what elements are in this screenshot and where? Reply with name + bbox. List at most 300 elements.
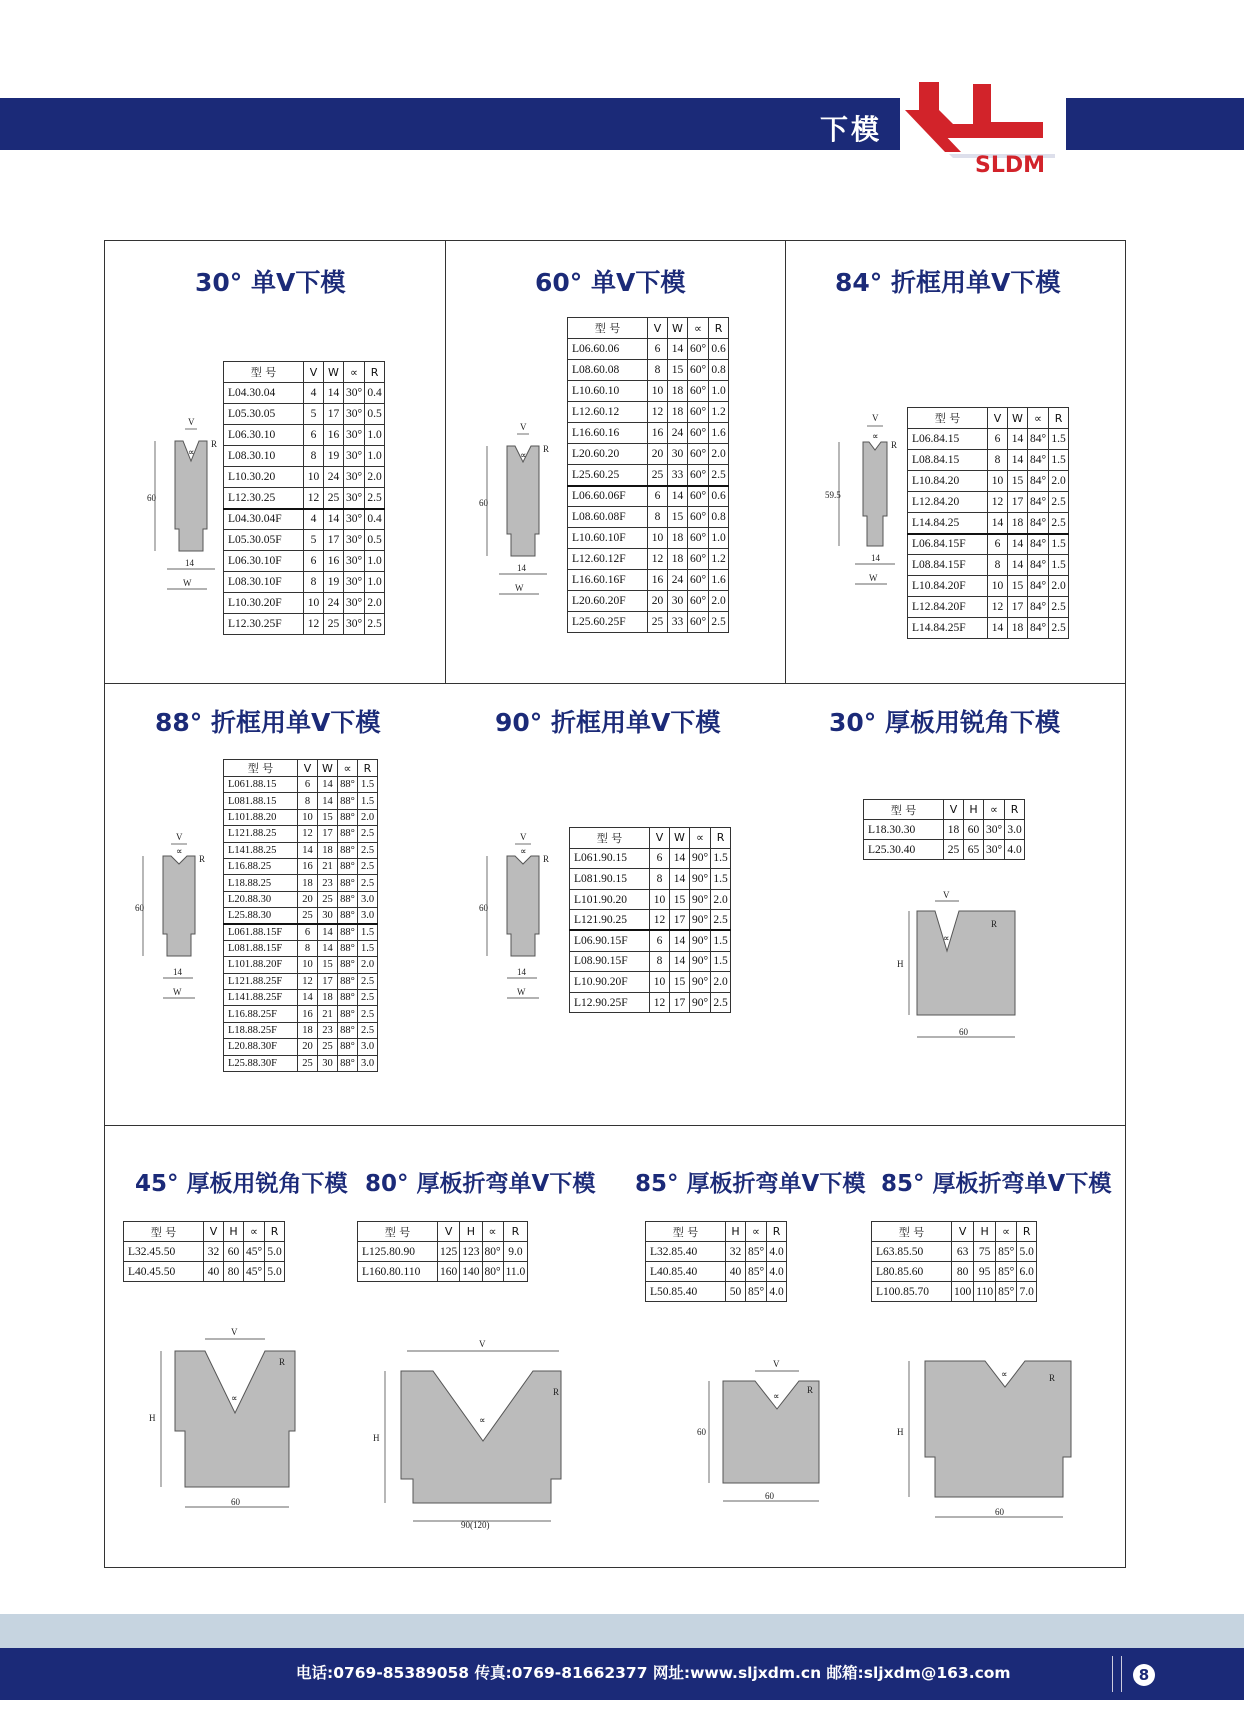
table-header-cell: V — [304, 362, 324, 383]
dim-width: W — [517, 987, 526, 997]
table-cell: L06.60.06 — [568, 339, 648, 360]
table-row — [872, 1282, 1037, 1302]
table-row — [358, 1242, 528, 1262]
dim-width: 90(120) — [461, 1520, 490, 1530]
table-cell: 5.0 — [265, 1242, 285, 1262]
table-cell: L25.88.30 — [224, 908, 298, 924]
table-cell: 2.5 — [358, 875, 378, 891]
spec-table-80-thick-bend — [357, 1221, 528, 1282]
table-cell: L20.60.20F — [568, 591, 648, 612]
table-header-cell: R — [1005, 800, 1025, 820]
table-cell: 30° — [344, 509, 365, 530]
table-row — [908, 450, 1069, 471]
table-header-cell: H — [974, 1222, 996, 1242]
table-cell: 88° — [338, 1055, 358, 1071]
dim-height: 60 — [147, 493, 156, 503]
table-cell: 8 — [648, 507, 668, 528]
table-cell: 20 — [648, 444, 668, 465]
dim-height: 59.5 — [825, 490, 841, 500]
spec-table-60-single-v — [567, 317, 729, 633]
table-cell: L20.88.30 — [224, 891, 298, 907]
table-cell: 2.0 — [709, 591, 729, 612]
table-header-row — [224, 760, 378, 777]
table-cell: 14 — [1008, 534, 1028, 555]
table-cell: 14 — [318, 924, 338, 940]
dim-height: H — [897, 1427, 904, 1437]
dim-v: V — [479, 1339, 486, 1349]
table-cell: 125 — [438, 1242, 460, 1262]
table-cell: 30° — [344, 446, 365, 467]
footer-band — [0, 1614, 1244, 1648]
table-cell: L16.88.25 — [224, 858, 298, 874]
table-cell: 90° — [690, 930, 711, 951]
table-cell: 6 — [648, 486, 668, 507]
table-row — [568, 612, 729, 633]
table-cell: 50 — [726, 1282, 746, 1302]
table-cell: 0.6 — [709, 339, 729, 360]
table-row — [908, 429, 1069, 450]
table-row — [224, 990, 378, 1006]
dim-height: 60 — [697, 1427, 706, 1437]
table-cell: 3.0 — [358, 1055, 378, 1071]
table-row — [570, 951, 731, 972]
dim-angle: ∝ — [176, 846, 183, 856]
dim-width: W — [515, 583, 524, 593]
table-cell: 45° — [244, 1262, 265, 1282]
catalog-grid — [104, 240, 1126, 1568]
table-cell: 84° — [1028, 555, 1049, 576]
spec-table-30-thick-acute — [863, 799, 1025, 860]
table-cell: 15 — [668, 360, 688, 381]
table-row — [224, 1039, 378, 1055]
table-cell: 14 — [670, 848, 690, 869]
table-row — [908, 492, 1069, 513]
dim-angle: ∝ — [943, 933, 950, 943]
header-title: 下模 — [820, 113, 883, 146]
table-cell: 25 — [944, 840, 964, 860]
divider — [105, 683, 1125, 684]
dim-v: V — [176, 832, 183, 842]
table-row — [568, 339, 729, 360]
table-cell: 85° — [996, 1242, 1017, 1262]
table-cell: 60° — [688, 381, 709, 402]
table-row — [570, 889, 731, 910]
table-cell: 90° — [690, 869, 711, 890]
table-header-cell: 型 号 — [908, 408, 988, 429]
table-cell: 11.0 — [503, 1262, 528, 1282]
table-cell: 6.0 — [1017, 1262, 1037, 1282]
dim-width: W — [869, 573, 878, 583]
table-cell: L40.45.50 — [124, 1262, 204, 1282]
table-header-cell: V — [438, 1222, 460, 1242]
table-cell: 21 — [318, 1006, 338, 1022]
table-cell: 85° — [996, 1282, 1017, 1302]
table-row — [568, 486, 729, 507]
table-cell: 20 — [648, 591, 668, 612]
table-cell: 6 — [650, 848, 670, 869]
panel-title-88-frame-v: 88° 折框用单V下模 — [155, 708, 381, 737]
table-cell: 24 — [668, 570, 688, 591]
table-row — [224, 572, 385, 593]
table-cell: 88° — [338, 826, 358, 842]
table-header-cell: 型 号 — [872, 1222, 952, 1242]
dim-v: V — [872, 413, 879, 423]
table-row — [568, 444, 729, 465]
table-cell: 14 — [670, 951, 690, 972]
table-cell: 100 — [952, 1282, 974, 1302]
table-header-row — [872, 1222, 1037, 1242]
table-cell: 30 — [318, 908, 338, 924]
table-cell: 80 — [952, 1262, 974, 1282]
table-cell: L10.84.20 — [908, 471, 988, 492]
table-cell: 10 — [298, 809, 318, 825]
table-row — [568, 360, 729, 381]
table-cell: L121.90.25 — [570, 910, 650, 931]
table-header-cell: ∝ — [344, 362, 365, 383]
table-cell: L10.90.20F — [570, 972, 650, 993]
table-row — [570, 910, 731, 931]
table-row — [568, 591, 729, 612]
table-cell: L061.88.15F — [224, 924, 298, 940]
table-cell: 8 — [988, 555, 1008, 576]
table-cell: L061.90.15 — [570, 848, 650, 869]
panel-title-90-frame-v: 90° 折框用单V下模 — [495, 708, 721, 737]
table-cell: 2.0 — [1049, 576, 1069, 597]
table-cell: 1.2 — [709, 549, 729, 570]
table-row — [224, 908, 378, 924]
panel-title-30-single-v: 30° 单V下模 — [195, 268, 346, 297]
table-cell: L18.88.25F — [224, 1022, 298, 1038]
table-cell: 14 — [298, 990, 318, 1006]
panel-title-60-single-v: 60° 单V下模 — [535, 268, 686, 297]
table-cell: 15 — [318, 809, 338, 825]
panel-title-85-thick-bend-a: 85° 厚板折弯单V下模 — [635, 1171, 866, 1197]
panel-title-80-thick-bend: 80° 厚板折弯单V下模 — [365, 1171, 596, 1197]
table-cell: 3.0 — [358, 1039, 378, 1055]
table-cell: L25.88.30F — [224, 1055, 298, 1071]
table-cell: 88° — [338, 891, 358, 907]
dim-r: R — [543, 854, 550, 864]
table-header-cell: 型 号 — [224, 760, 298, 777]
table-cell: 15 — [670, 972, 690, 993]
table-cell: 25 — [648, 465, 668, 486]
table-cell: 24 — [324, 467, 344, 488]
table-cell: 30° — [344, 614, 365, 635]
table-cell: 0.4 — [365, 383, 385, 404]
table-cell: 14 — [668, 339, 688, 360]
table-header-row — [908, 408, 1069, 429]
table-row — [568, 465, 729, 486]
table-cell: 8 — [298, 793, 318, 809]
table-cell: L08.84.15F — [908, 555, 988, 576]
table-cell: L20.60.20 — [568, 444, 648, 465]
table-cell: 90° — [690, 889, 711, 910]
table-row — [224, 551, 385, 572]
dim-r: R — [279, 1357, 286, 1367]
table-cell: 10 — [298, 957, 318, 973]
dim-height: 60 — [135, 903, 144, 913]
table-row — [124, 1242, 285, 1262]
spec-table-84-frame-v — [907, 407, 1069, 639]
table-cell: L20.88.30F — [224, 1039, 298, 1055]
dim-width: 60 — [765, 1491, 774, 1501]
table-cell: L08.60.08F — [568, 507, 648, 528]
dim-angle: ∝ — [188, 447, 195, 457]
dim-angle: ∝ — [479, 1415, 486, 1425]
table-cell: 88° — [338, 957, 358, 973]
table-cell: 30° — [344, 572, 365, 593]
table-cell: 10 — [304, 467, 324, 488]
table-cell: 3.0 — [358, 891, 378, 907]
table-row — [224, 404, 385, 425]
table-row — [568, 423, 729, 444]
table-cell: 2.5 — [358, 990, 378, 1006]
table-cell: 60° — [688, 486, 709, 507]
table-cell: L05.30.05 — [224, 404, 304, 425]
table-cell: L16.60.16F — [568, 570, 648, 591]
table-cell: 123 — [460, 1242, 482, 1262]
table-cell: 60° — [688, 423, 709, 444]
table-cell: 15 — [670, 889, 690, 910]
table-row — [224, 826, 378, 842]
die-drawing-30-single-v — [145, 411, 225, 601]
table-cell: 30° — [344, 530, 365, 551]
table-row — [124, 1262, 285, 1282]
table-row — [358, 1262, 528, 1282]
contact-info: 电话:0769-85389058 传真:0769-81662377 网址:www.sljxdm.cn 邮箱:sljxdm@163.com — [296, 1664, 1011, 1682]
table-cell: 2.5 — [358, 973, 378, 989]
die-drawing-85-thick-bend-a — [695, 1351, 865, 1531]
dim-width: 60 — [231, 1497, 240, 1507]
table-cell: 84° — [1028, 576, 1049, 597]
table-header-cell: ∝ — [338, 760, 358, 777]
dim-v: V — [520, 422, 527, 432]
table-cell: 88° — [338, 858, 358, 874]
table-header-cell: V — [944, 800, 964, 820]
table-cell: 88° — [338, 924, 358, 940]
table-cell: 30° — [344, 383, 365, 404]
table-cell: 5.0 — [265, 1262, 285, 1282]
table-cell: 2.0 — [358, 809, 378, 825]
panel-title-45-thick-acute: 45° 厚板用锐角下模 — [135, 1171, 348, 1197]
table-header-cell: V — [648, 318, 668, 339]
dim-angle: ∝ — [520, 846, 527, 856]
table-row — [224, 957, 378, 973]
table-cell: 33 — [668, 612, 688, 633]
dim-angle: ∝ — [231, 1393, 238, 1403]
dim-r: R — [807, 1385, 814, 1395]
table-cell: 12 — [648, 402, 668, 423]
table-cell: L12.84.20 — [908, 492, 988, 513]
spec-table-88-frame-v — [223, 759, 378, 1072]
table-cell: 14 — [1008, 429, 1028, 450]
table-cell: 0.8 — [709, 360, 729, 381]
table-cell: 88° — [338, 842, 358, 858]
table-cell: 20 — [298, 891, 318, 907]
table-cell: 14 — [988, 618, 1008, 639]
table-cell: 88° — [338, 1022, 358, 1038]
dim-base: 14 — [173, 967, 182, 977]
table-cell: 2.5 — [358, 826, 378, 842]
table-cell: 84° — [1028, 513, 1049, 534]
table-cell: 90° — [690, 972, 711, 993]
table-cell: 8 — [650, 869, 670, 890]
table-cell: 12 — [650, 992, 670, 1013]
table-header-cell: R — [1049, 408, 1069, 429]
table-cell: L10.30.20 — [224, 467, 304, 488]
table-cell: 88° — [338, 777, 358, 793]
table-cell: 84° — [1028, 450, 1049, 471]
table-cell: L04.30.04 — [224, 383, 304, 404]
table-cell: 24 — [324, 593, 344, 614]
table-header-cell: 型 号 — [224, 362, 304, 383]
table-row — [224, 383, 385, 404]
table-cell: L06.30.10 — [224, 425, 304, 446]
table-cell: 17 — [318, 973, 338, 989]
table-cell: 2.5 — [358, 1022, 378, 1038]
table-row — [224, 1006, 378, 1022]
table-header-cell: R — [767, 1222, 787, 1242]
table-cell: 4.0 — [767, 1282, 787, 1302]
die-drawing-45-thick-acute — [145, 1321, 325, 1521]
table-header-cell: ∝ — [984, 800, 1005, 820]
table-cell: L101.90.20 — [570, 889, 650, 910]
table-cell: L121.88.25F — [224, 973, 298, 989]
dim-v: V — [520, 832, 527, 842]
table-cell: 12 — [298, 973, 318, 989]
table-cell: 6 — [988, 534, 1008, 555]
table-row — [864, 820, 1025, 840]
table-cell: 1.5 — [711, 930, 731, 951]
table-cell: 85° — [746, 1262, 767, 1282]
table-header-row — [358, 1222, 528, 1242]
table-cell: 1.6 — [709, 570, 729, 591]
table-cell: 1.0 — [365, 446, 385, 467]
table-header-cell: H — [964, 800, 984, 820]
table-cell: 0.8 — [709, 507, 729, 528]
table-cell: 1.5 — [358, 924, 378, 940]
table-row — [224, 793, 378, 809]
table-cell: L05.30.05F — [224, 530, 304, 551]
table-cell: L125.80.90 — [358, 1242, 438, 1262]
divider — [445, 241, 446, 684]
table-cell: L081.88.15F — [224, 940, 298, 956]
table-cell: 88° — [338, 973, 358, 989]
die-drawing-80-thick-bend — [371, 1331, 591, 1531]
table-cell: L06.30.10F — [224, 551, 304, 572]
table-cell: 2.5 — [358, 1006, 378, 1022]
table-cell: L14.84.25F — [908, 618, 988, 639]
table-cell: 12 — [988, 492, 1008, 513]
table-cell: 12 — [304, 488, 324, 509]
table-header-cell: ∝ — [690, 828, 711, 849]
company-logo — [905, 74, 1065, 176]
table-cell: 40 — [726, 1262, 746, 1282]
dim-r: R — [199, 854, 206, 864]
table-cell: 30° — [344, 593, 365, 614]
table-row — [570, 972, 731, 993]
table-cell: 30° — [344, 425, 365, 446]
table-cell: L80.85.60 — [872, 1262, 952, 1282]
dim-angle: ∝ — [773, 1391, 780, 1401]
table-header-cell: ∝ — [244, 1222, 265, 1242]
table-header-cell: 型 号 — [864, 800, 944, 820]
table-cell: 85° — [746, 1242, 767, 1262]
table-cell: 18 — [1008, 618, 1028, 639]
table-cell: 21 — [318, 858, 338, 874]
table-row — [646, 1242, 787, 1262]
table-header-cell: 型 号 — [646, 1222, 726, 1242]
table-cell: 16 — [298, 858, 318, 874]
table-header-cell: R — [711, 828, 731, 849]
table-cell: L50.85.40 — [646, 1282, 726, 1302]
table-cell: 40 — [204, 1262, 224, 1282]
table-cell: 5.0 — [1017, 1242, 1037, 1262]
table-cell: 32 — [726, 1242, 746, 1262]
table-cell: 2.5 — [709, 465, 729, 486]
table-cell: 19 — [324, 446, 344, 467]
table-row — [224, 842, 378, 858]
table-cell: 84° — [1028, 534, 1049, 555]
table-cell: 88° — [338, 908, 358, 924]
table-cell: 1.0 — [365, 425, 385, 446]
table-header-row — [864, 800, 1025, 820]
table-header-row — [568, 318, 729, 339]
table-cell: 14 — [298, 842, 318, 858]
divider — [785, 241, 786, 684]
table-cell: 1.0 — [709, 381, 729, 402]
table-cell: 60 — [224, 1242, 244, 1262]
table-cell: 3.0 — [1005, 820, 1025, 840]
table-cell: 18 — [668, 528, 688, 549]
table-cell: 2.5 — [358, 858, 378, 874]
table-cell: L141.88.25F — [224, 990, 298, 1006]
die-drawing-60-single-v — [477, 416, 567, 606]
table-header-cell: ∝ — [482, 1222, 503, 1242]
table-header-cell: W — [1008, 408, 1028, 429]
table-cell: 2.0 — [1049, 471, 1069, 492]
table-cell: 18 — [944, 820, 964, 840]
table-cell: 14 — [988, 513, 1008, 534]
table-cell: L06.60.06F — [568, 486, 648, 507]
header-bar-right — [1066, 98, 1244, 150]
table-cell: 88° — [338, 1039, 358, 1055]
table-cell: L08.84.15 — [908, 450, 988, 471]
table-row — [224, 467, 385, 488]
table-cell: 10 — [988, 576, 1008, 597]
table-row — [570, 930, 731, 951]
table-row — [568, 381, 729, 402]
table-cell: L121.88.25 — [224, 826, 298, 842]
table-cell: 32 — [204, 1242, 224, 1262]
table-cell: 33 — [668, 465, 688, 486]
table-cell: 80° — [482, 1242, 503, 1262]
table-row — [224, 777, 378, 793]
table-cell: L32.85.40 — [646, 1242, 726, 1262]
table-cell: 12 — [648, 549, 668, 570]
page-separator — [1112, 1656, 1122, 1692]
dim-r: R — [891, 440, 898, 450]
table-cell: 18 — [1008, 513, 1028, 534]
table-header-cell: V — [952, 1222, 974, 1242]
table-cell: 6 — [298, 924, 318, 940]
table-cell: 1.5 — [1049, 450, 1069, 471]
table-cell: 18 — [298, 875, 318, 891]
table-cell: 9.0 — [503, 1242, 528, 1262]
table-cell: 30° — [344, 488, 365, 509]
table-cell: 6 — [648, 339, 668, 360]
table-cell: L40.85.40 — [646, 1262, 726, 1282]
